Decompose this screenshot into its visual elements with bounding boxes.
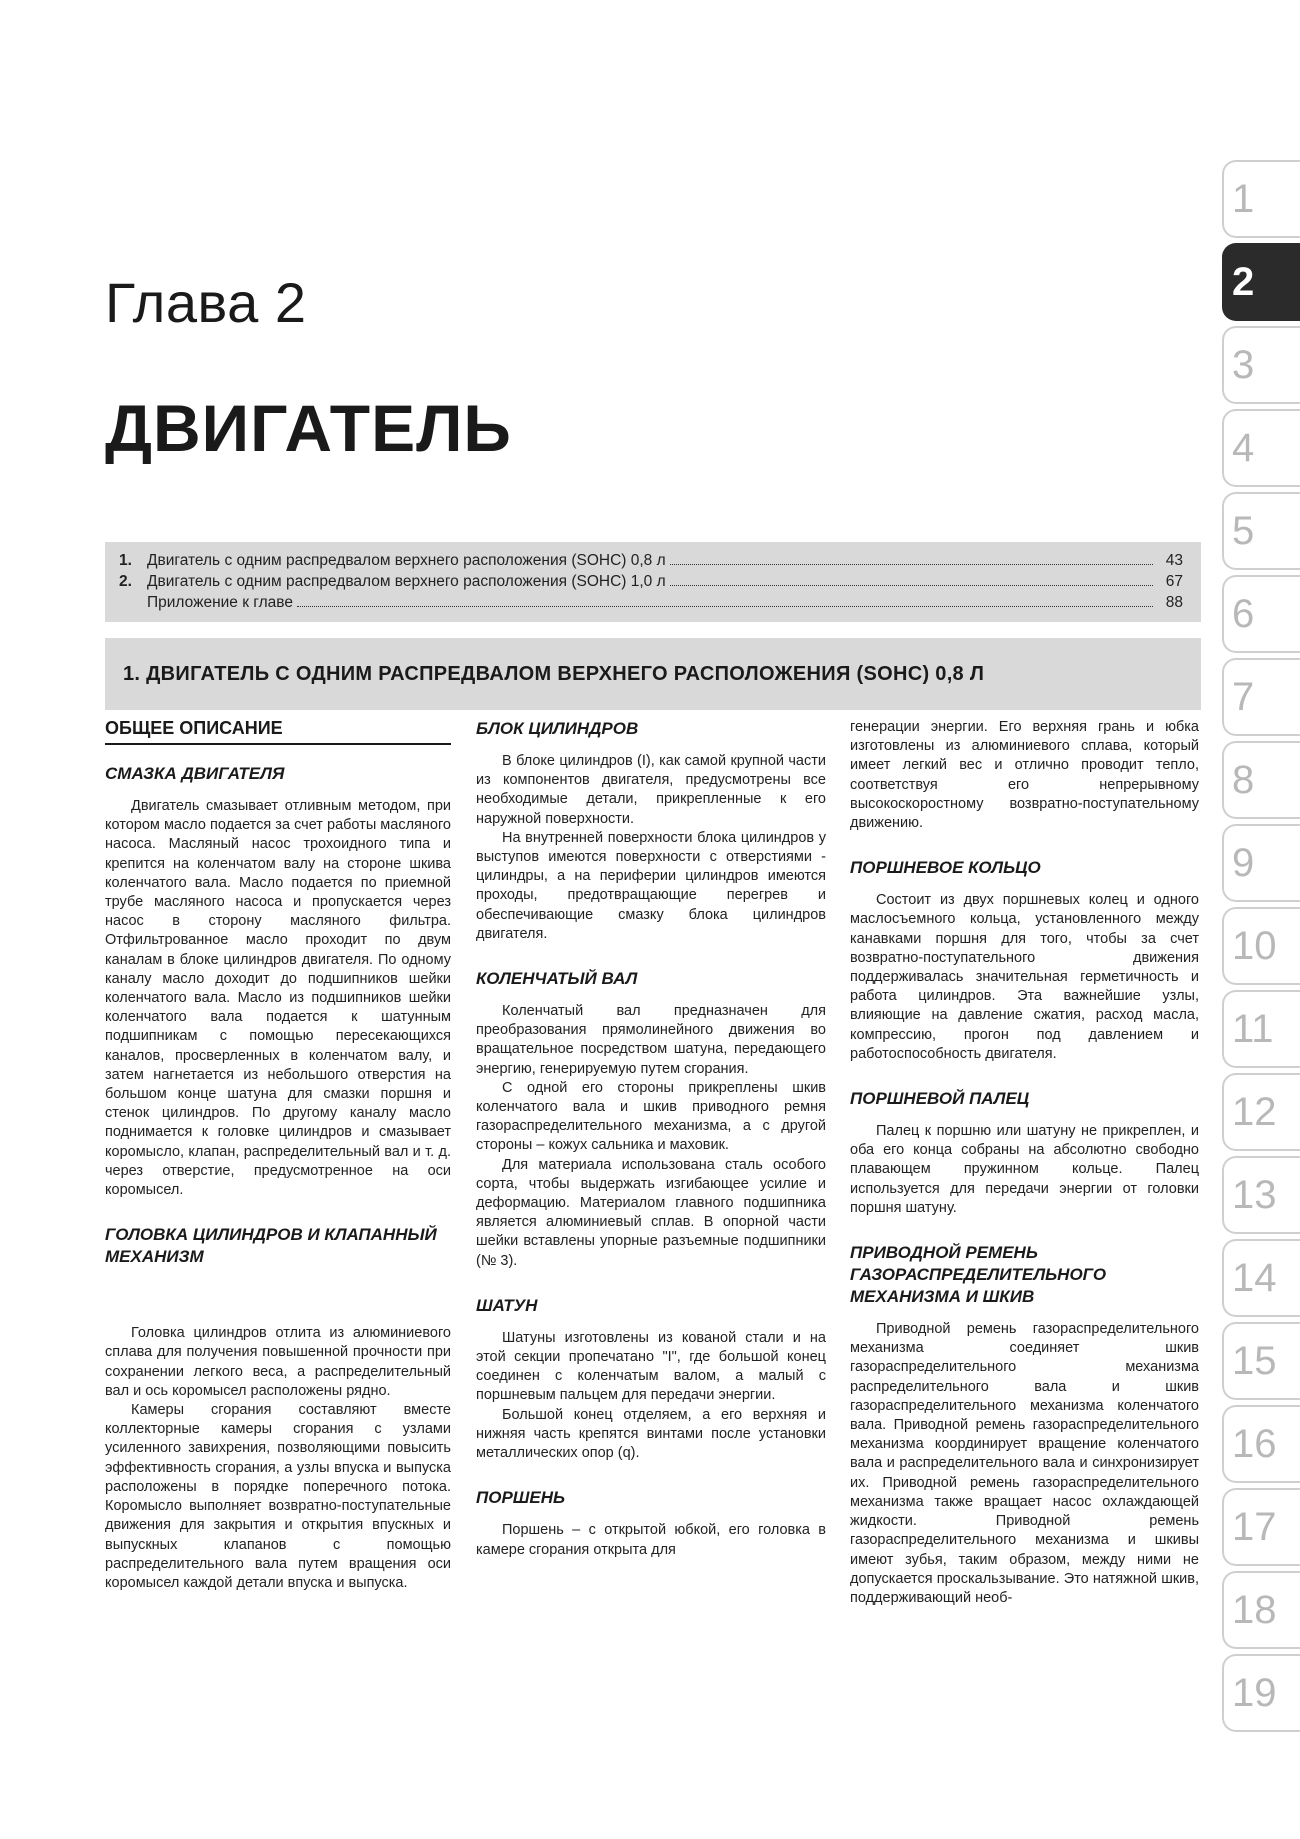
section-heading-bar (105, 638, 1201, 710)
paragraph: Большой конец отделяем, а его верхняя и нижняя часть крепятся винтами после установки металлических опор (q). (476, 1406, 826, 1462)
chapter-tab-3[interactable]: 3 (1222, 326, 1300, 404)
chapter-tab-15[interactable]: 15 (1222, 1322, 1300, 1400)
paragraph: Камеры сгорания составляют вместе коллекторные камеры сгорания с узлами усиленного завихрения, позволяющими повысить эффективность сгорания, а узлы впуска и выпуска расположены в порядке поперечного потока. Коромысло выполняет возвратно-поступательные движения для закрытия и открытия впускных и выпускных клапанов с помощью распределительного вала путем вращения оси коромысел каждой детали впуска и выпуска. (105, 1402, 451, 1591)
chapter-tab-11[interactable]: 11 (1222, 990, 1300, 1068)
paragraph: На внутренней поверхности блока цилиндров у выступов имеются поверхности с отверстиями - цилиндры, а на периферии цилиндров имеются проходы, предотвращающие перегрев и обеспечивающие смазку блока цилиндров двигателя. (476, 829, 826, 942)
paragraph: Головка цилиндров отлита из алюминиевого сплава для получения повышенной прочности при сохранении легкого веса, а распределительный вал и ось коромысел расположены рядно. (105, 1325, 451, 1399)
chapter-tab-1[interactable]: 1 (1222, 160, 1300, 238)
toc-leader (297, 605, 1153, 607)
chapter-tab-6[interactable]: 6 (1222, 575, 1300, 653)
heading-timing-belt: ПРИВОДНОЙ РЕМЕНЬ ГАЗОРАСПРЕДЕЛИТЕЛЬНОГО МЕХАНИЗМА И ШКИВ (850, 1243, 1107, 1307)
chapter-title: ДВИГАТЕЛЬ (105, 391, 512, 465)
paragraph: Шатуны изготовлены из кованой стали и на этой секции пропечатано "I", где большой конец соединен с коленчатым валом, а малый с поршневым пальцем для передачи энергии. (476, 1329, 826, 1404)
heading-piston-ring: ПОРШНЕВОЕ КОЛЬЦО (850, 858, 1041, 878)
table-of-contents (105, 542, 1201, 622)
chapter-tab-16[interactable]: 16 (1222, 1405, 1300, 1483)
section-title: 1. ДВИГАТЕЛЬ С ОДНИМ РАСПРЕДВАЛОМ ВЕРХНЕГО РАСПОЛОЖЕНИЯ (SOHC) 0,8 Л (123, 662, 985, 685)
heading-cylinder-head: ГОЛОВКА ЦИЛИНДРОВ И КЛАПАННЫЙ МЕХАНИЗМ (105, 1225, 437, 1267)
heading-engine-lubrication: СМАЗКА ДВИГАТЕЛЯ (105, 764, 285, 783)
paragraph: Состоит из двух поршневых колец и одного маслосъемного кольца, установленного между канавками поршня для того, чтобы за счет возвратно-поступательного движения поддерживалась значительная герметичность и работа цилиндров. Эта важнейшие узлы, влияющие на давление сжатия, расход масла, компрессию, прогон под давлением и работоспособность двигателя. (850, 892, 1199, 1062)
chapter-tab-17[interactable]: 17 (1222, 1488, 1300, 1566)
chapter-tab-14[interactable]: 14 (1222, 1239, 1300, 1317)
heading-piston-pin: ПОРШНЕВОЙ ПАЛЕЦ (850, 1089, 1030, 1109)
toc-leader (670, 584, 1153, 586)
chapter-tab-8[interactable]: 8 (1222, 741, 1300, 819)
heading-piston: ПОРШЕНЬ (476, 1488, 566, 1508)
toc-page: 88 (1165, 594, 1183, 611)
paragraph: Для материала использована сталь особого сорта, чтобы выдержать изгибающее усилие и деформацию. Материалом главного подшипника является алюминиевый сплав. В опорной части шейки вставлены упорные разъемные подшипники (№ 3). (476, 1156, 826, 1269)
toc-page: 67 (1165, 573, 1183, 590)
text-column-3 (850, 718, 1199, 1608)
heading-crankshaft: КОЛЕНЧАТЫЙ ВАЛ (476, 969, 638, 989)
chapter-tab-5[interactable]: 5 (1222, 492, 1300, 570)
chapter-tab-12[interactable]: 12 (1222, 1073, 1300, 1151)
paragraph: В блоке цилиндров (I), как самой крупной части из компонентов двигателя, предусмотрены все необходимые детали, прикрепленные к его наружной поверхности. (476, 753, 826, 827)
paragraph: Коленчатый вал предназначен для преобразования прямолинейного движения во вращательное посредством шатуна, передающего энергию, генерируемую путем сгорания. (476, 1003, 826, 1077)
chapter-tab-9[interactable]: 9 (1222, 824, 1300, 902)
chapter-label: Глава 2 (105, 271, 307, 334)
toc-row[interactable] (119, 550, 1183, 571)
text-column-1 (105, 718, 451, 1593)
chapter-tabs (1222, 160, 1300, 1737)
paragraph: генерации энергии. Его верхняя грань и юбка изготовлены из алюминиевого сплава, который имеет легкий вес и отлично проводит тепло, соответствуя его непрерывному высокоскоростному возвратно-поступательному движению. (850, 719, 1199, 832)
chapter-tab-13[interactable]: 13 (1222, 1156, 1300, 1234)
paragraph: Приводной ремень газораспределительного механизма соединяет шкив газораспределительного механизма распределительного вала и шкив газораспределительного механизма коленчатого вала. Приводной ремень газораспределительного механизма координирует вращение коленчатого вала и распределительного вала и синхронизирует их. Приводной ремень газораспределительного механизма также вращает насос охлаждающей жидкости. Приводной ремень газораспределительного механизма и шкивы имеют зубья, таким образом, между ними не допускается проскальзывание. Это натяжной шкив, поддерживающий необ- (850, 1321, 1199, 1606)
heading-connecting-rod: ШАТУН (476, 1295, 538, 1315)
toc-text: Двигатель с одним распредвалом верхнего расположения (SOHC) 1,0 л (147, 573, 666, 590)
toc-text: Двигатель с одним распредвалом верхнего расположения (SOHC) 0,8 л (147, 552, 666, 569)
paragraph: Поршень – с открытой юбкой, его головка в камере сгорания открыта для (476, 1522, 826, 1558)
chapter-tab-4[interactable]: 4 (1222, 409, 1300, 487)
toc-number: 2. (119, 573, 132, 590)
toc-row[interactable] (119, 592, 1183, 613)
toc-page: 43 (1165, 552, 1183, 569)
chapter-tab-7[interactable]: 7 (1222, 658, 1300, 736)
chapter-tab-2[interactable]: 2 (1222, 243, 1300, 321)
heading-general-description: ОБЩЕЕ ОПИСАНИЕ (105, 718, 451, 745)
toc-leader (670, 563, 1153, 565)
paragraph: Палец к поршню или шатуну не прикреплен, и оба его конца собраны на абсолютно свободно плавающем пружинном кольце. Палец используется для передачи энергии от головки поршня шатуну. (850, 1123, 1199, 1216)
paragraph: С одной его стороны прикреплены шкив коленчатого вала и шкив приводного ремня газораспределительного механизма, а с другой стороны – кожух сальника и маховик. (476, 1079, 826, 1154)
text-column-2 (476, 718, 826, 1560)
chapter-tab-18[interactable]: 18 (1222, 1571, 1300, 1649)
heading-cylinder-block: БЛОК ЦИЛИНДРОВ (476, 719, 639, 738)
toc-number: 1. (119, 552, 132, 569)
toc-text: Приложение к главе (147, 594, 293, 611)
toc-row[interactable] (119, 571, 1183, 592)
chapter-tab-19[interactable]: 19 (1222, 1654, 1300, 1732)
paragraph: Двигатель смазывает отливным методом, при котором масло подается за счет работы масляного насоса. Масляный насос трохоидного типа и крепится на коленчатом валу на стороне шкива коленчатого вала. Масло подается по приемной трубе масляного насоса и пропускается через насос в сторону масляного фильтра. Отфильтрованное масло проходит по двум каналам в блоке цилиндров двигателя. По одному каналу масло доходит до подшипников шейки коленчатого вала. Масло из подшипников шейки коленчатого вала подается к шатунным подшипникам с помощью пересекающихся каналов, просверленных в коленчатом валу, и затем нагнетается из небольшого отверстия на большом конце шатуна для смазки поршня и стенок цилиндров. По другому каналу масло поднимается к головке цилиндров и смазывает коромысло, клапан, распределительный вал и т. д. через отверстие, предусмотренное на оси коромысел. (105, 798, 451, 1199)
chapter-tab-10[interactable]: 10 (1222, 907, 1300, 985)
